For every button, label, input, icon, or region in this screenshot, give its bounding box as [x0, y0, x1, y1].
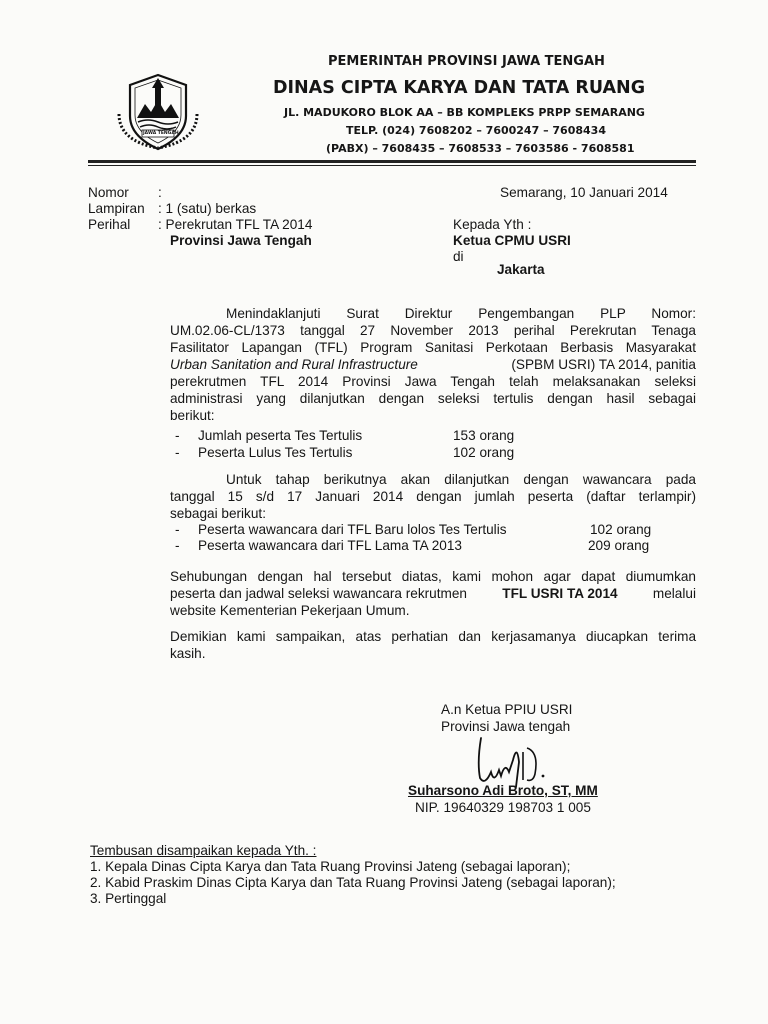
- paragraph-3-text: peserta dan jadwal seleksi wawancara rekrutmen: [170, 586, 467, 601]
- emblem-ribbon-text: JAWA TENGAH: [143, 131, 179, 136]
- place-date: Semarang, 10 Januari 2014: [500, 185, 668, 200]
- provincial-emblem: [116, 72, 200, 152]
- list-item-label: Jumlah peserta Tes Tertulis: [198, 428, 363, 443]
- cc-item: 2. Kabid Praskim Dinas Cipta Karya dan Tata Ruang Provinsi Jateng (sebagai laporan);: [90, 875, 616, 890]
- list-bullet: -: [175, 538, 180, 553]
- list-bullet: -: [175, 428, 180, 443]
- nomor-label: Nomor: [88, 185, 129, 200]
- paragraph-1-line: Fasilitator Lapangan (TFL) Program Sanitasi Perkotaan Berbasis Masyarakat: [170, 340, 696, 355]
- paragraph-4-line: Demikian kami sampaikan, atas perhatian dan kerjasamanya diucapkan terima: [170, 629, 696, 644]
- paragraph-1-line: Menindaklanjuti Surat Direktur Pengembangan PLP Nomor:: [226, 306, 696, 321]
- paragraph-2-line: sebagai berikut:: [170, 506, 266, 521]
- letterhead-rule-thick: [88, 160, 696, 163]
- recipient-city: Jakarta: [497, 262, 545, 277]
- signature-province: Provinsi Jawa tengah: [441, 719, 571, 734]
- letterhead-address: JL. MADUKORO BLOK AA – BB KOMPLEKS PRPP SEMARANG: [284, 106, 645, 119]
- paragraph-1-line: UM.02.06-CL/1373 tanggal 27 November 2013 perihal Perekrutan Tenaga: [170, 323, 696, 338]
- paragraph-3-line: Sehubungan dengan hal tersebut diatas, kami mohon agar dapat diumumkan: [170, 569, 696, 584]
- list-item-value: 209 orang: [588, 538, 650, 553]
- signatory-name: Suharsono Adi Broto, ST, MM: [408, 783, 598, 798]
- list-item-value: 102 orang: [453, 445, 515, 460]
- list-item-value: 153 orang: [453, 428, 515, 443]
- paragraph-4-line: kasih.: [170, 646, 206, 661]
- cc-item: 1. Kepala Dinas Cipta Karya dan Tata Ruang Provinsi Jateng (sebagai laporan);: [90, 859, 571, 874]
- lampiran-value: : 1 (satu) berkas: [158, 201, 257, 216]
- paragraph-3-line: website Kementerian Pekerjaan Umum.: [170, 603, 410, 618]
- perihal-label: Perihal: [88, 217, 131, 232]
- list-item-label: Peserta Lulus Tes Tertulis: [198, 445, 353, 460]
- nomor-value: :: [158, 185, 162, 200]
- list-bullet: -: [175, 522, 180, 537]
- paragraph-3-bold: TFL USRI TA 2014: [502, 586, 618, 601]
- paragraph-2-line: Untuk tahap berikutnya akan dilanjutkan dengan wawancara pada: [226, 472, 696, 487]
- paragraph-1-after-italic: (SPBM USRI) TA 2014, panitia: [511, 357, 696, 372]
- letterhead-government: PEMERINTAH PROVINSI JAWA TENGAH: [328, 54, 605, 69]
- perihal-value: : Perekrutan TFL TA 2014: [158, 217, 313, 232]
- paragraph-1-line: administrasi yang dilanjutkan dengan seleksi tertulis dengan hasil sebagai: [170, 391, 696, 406]
- signature-on-behalf: A.n Ketua PPIU USRI: [441, 702, 573, 717]
- paragraph-3-text: melalui: [652, 586, 696, 601]
- paragraph-1-line: berikut:: [170, 408, 215, 423]
- list-item-value: 102 orang: [590, 522, 652, 537]
- perihal-value-2: Provinsi Jawa Tengah: [170, 233, 312, 248]
- list-bullet: -: [175, 445, 180, 460]
- signatory-nip: NIP. 19640329 198703 1 005: [415, 800, 591, 815]
- recipient-name: Ketua CPMU USRI: [453, 233, 571, 248]
- paragraph-1-line: [170, 357, 696, 374]
- letterhead-agency: DINAS CIPTA KARYA DAN TATA RUANG: [273, 78, 646, 98]
- list-item-label: Peserta wawancara dari TFL Baru lolos Tes Tertulis: [198, 522, 507, 537]
- cc-heading: Tembusan disampaikan kepada Yth. :: [90, 843, 317, 858]
- cc-item: 3. Pertinggal: [90, 891, 167, 906]
- paragraph-3-line: [170, 586, 696, 603]
- letterhead-rule-thin: [88, 165, 696, 166]
- lampiran-label: Lampiran: [88, 201, 145, 216]
- paragraph-2-line: tanggal 15 s/d 17 Januari 2014 dengan jumlah peserta (daftar terlampir): [170, 489, 696, 504]
- recipient-greeting: Kepada Yth :: [453, 217, 532, 232]
- letterhead-phone: TELP. (024) 7608202 – 7600247 – 7608434: [346, 124, 606, 137]
- paragraph-1-italic: Urban Sanitation and Rural Infrastructure: [170, 357, 418, 372]
- paragraph-1-line: perekrutmen TFL 2014 Provinsi Jawa Tengah telah melaksanakan seleksi: [170, 374, 696, 389]
- letterhead-pabx: (PABX) – 7608435 – 7608533 – 7603586 - 7608581: [326, 142, 635, 155]
- list-item-label: Peserta wawancara dari TFL Lama TA 2013: [198, 538, 462, 553]
- recipient-di: di: [453, 249, 464, 264]
